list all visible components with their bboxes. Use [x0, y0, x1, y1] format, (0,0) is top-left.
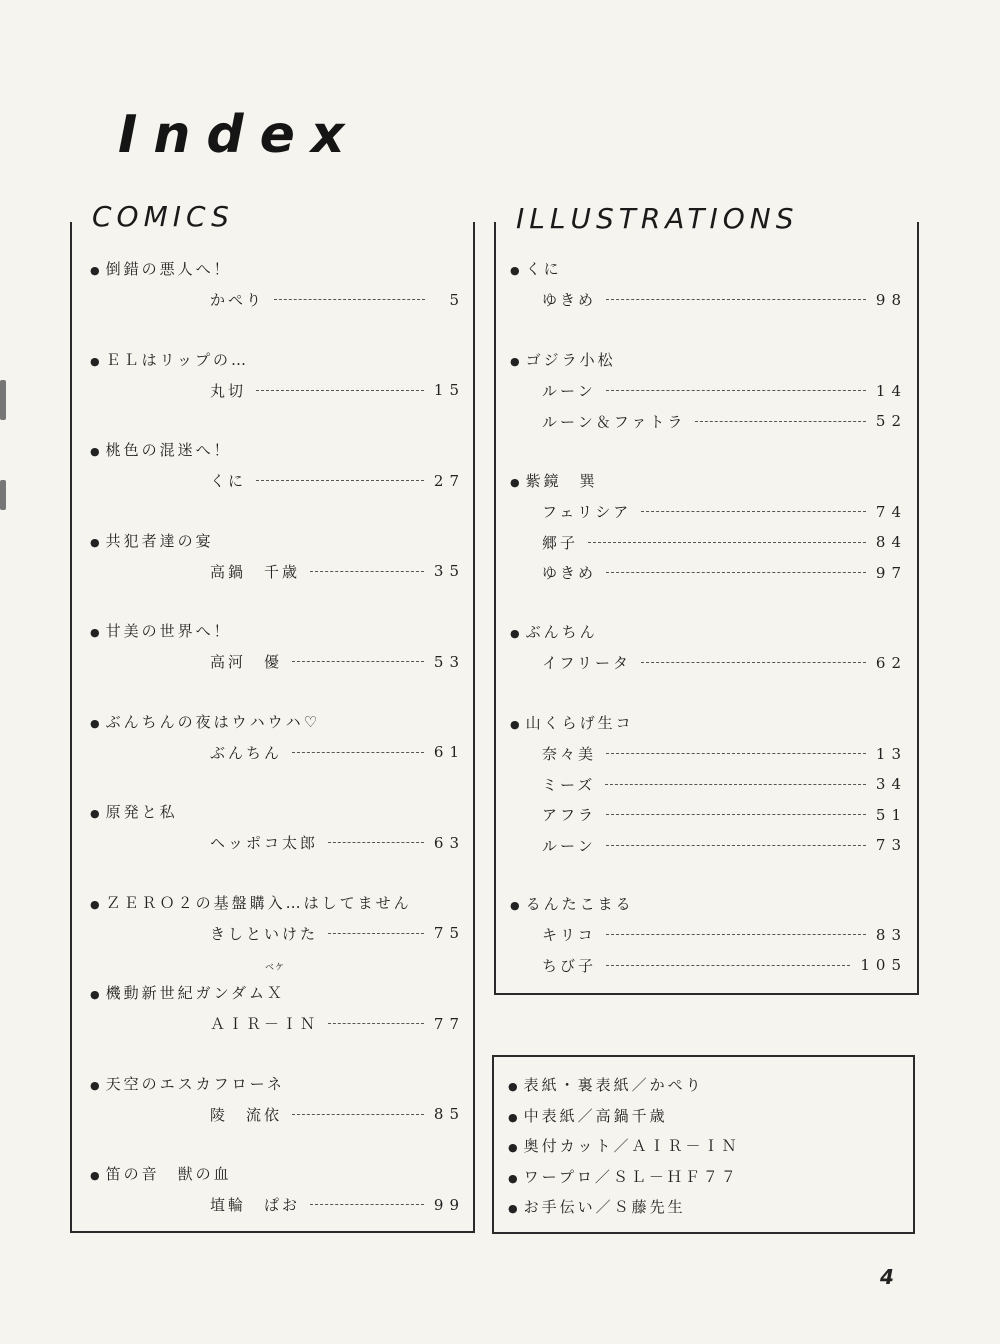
illustration-subject: キリコ — [542, 926, 596, 944]
credit-line — [508, 1166, 739, 1187]
dotted-leader — [588, 542, 866, 543]
comic-author: きしといけた — [210, 924, 319, 943]
illustrator-name-text: 山くらげ生コ — [525, 714, 634, 732]
illustration-page-number: 62 — [875, 653, 907, 672]
illustrator-name-text: ぶんちん — [525, 623, 598, 641]
comic-title — [90, 1073, 285, 1094]
illustration-line — [542, 955, 907, 976]
illustrator-name-text: ゴジラ小松 — [525, 351, 616, 369]
illustration-line — [542, 289, 907, 310]
scan-edge-mark — [0, 480, 6, 510]
illustration-page-number: 51 — [875, 805, 907, 824]
credit-line — [508, 1105, 668, 1126]
bullet-icon: ● — [90, 626, 103, 639]
dotted-leader — [606, 934, 866, 935]
comic-title — [90, 982, 285, 1003]
illustration-subject: 奈々美 — [542, 745, 597, 763]
comic-author: 高鍋 千歳 — [210, 562, 301, 581]
comic-author: ぶんちん — [210, 743, 283, 762]
comic-title — [90, 620, 232, 641]
dotted-leader — [606, 845, 866, 846]
comic-author-line — [210, 832, 465, 853]
bullet-icon: ● — [90, 716, 103, 730]
bullet-icon: ● — [90, 354, 103, 368]
bullet-icon: ● — [90, 445, 103, 458]
bullet-icon: ● — [90, 264, 103, 277]
illustrator-name-text: 紫鏡 巽 — [525, 472, 598, 490]
illustration-page-number: 52 — [875, 412, 907, 430]
bullet-icon: ● — [508, 1080, 521, 1093]
illustrator-name-text: るんたこまる — [525, 895, 634, 913]
comic-author: ＡＩＲ－ＩＮ — [210, 1015, 319, 1033]
illustration-page-number: 34 — [875, 775, 907, 793]
page-number: 4 — [880, 1265, 894, 1289]
comic-title — [90, 711, 320, 732]
illustration-page-number: 74 — [875, 502, 907, 521]
dotted-leader — [606, 390, 866, 391]
comic-title-text: 桃色の混迷へ！ — [105, 441, 232, 459]
illustration-subject: ミーズ — [542, 775, 596, 794]
comic-page-number: 63 — [433, 833, 465, 852]
illustrator-name — [510, 621, 598, 642]
illustration-page-number: 97 — [875, 563, 907, 582]
illustration-line — [542, 774, 907, 795]
comic-author-line — [210, 470, 465, 491]
comic-page-number: 77 — [433, 1014, 465, 1033]
dotted-leader — [606, 572, 866, 573]
comic-title — [90, 1163, 232, 1184]
comic-title-text: ぶんちんの夜はウハウハ♡ — [105, 712, 321, 731]
credit-line — [508, 1074, 704, 1095]
comic-title — [90, 892, 412, 913]
illustration-subject: ルーン — [542, 382, 596, 400]
comic-title-text: 原発と私 — [105, 803, 178, 821]
comic-author-line — [210, 742, 465, 763]
credit-text: 表紙・裏表紙／かぺり — [523, 1076, 704, 1094]
bullet-icon: ● — [510, 718, 523, 731]
bullet-icon: ● — [90, 535, 103, 549]
comic-author: 高河 優 — [210, 653, 283, 671]
comic-page-number: 35 — [433, 562, 465, 580]
comic-title — [90, 439, 232, 460]
illustrator-name — [510, 712, 634, 733]
illustration-line — [542, 501, 907, 522]
page-title: Index — [118, 105, 361, 165]
comic-page-number: 75 — [433, 924, 465, 942]
bullet-icon: ● — [510, 264, 523, 277]
comic-author-line — [210, 923, 465, 944]
bullet-icon: ● — [90, 807, 103, 820]
dotted-leader — [274, 299, 425, 300]
comic-title-text: 笛の音 獣の血 — [105, 1165, 232, 1183]
illustration-page-number: 98 — [875, 290, 907, 309]
illustration-page-number: 14 — [875, 381, 907, 400]
illustration-line — [542, 804, 907, 825]
bullet-icon: ● — [90, 988, 103, 1001]
comic-page-number: 27 — [433, 471, 465, 490]
dotted-leader — [292, 752, 424, 753]
illustration-page-number: 105 — [860, 956, 907, 974]
comic-author-line — [210, 561, 465, 582]
dotted-leader — [328, 842, 424, 843]
illustrations-section — [494, 222, 919, 995]
credit-line — [508, 1196, 686, 1217]
illustration-subject: イフリータ — [542, 654, 631, 672]
dotted-leader — [292, 661, 424, 662]
illustration-page-number: 13 — [875, 744, 907, 763]
credit-text: 奥付カット／ＡＩＲ－ＩＮ — [523, 1137, 740, 1155]
illustration-subject: フェリシア — [542, 503, 632, 521]
bullet-icon: ● — [90, 1078, 103, 1092]
bullet-icon: ● — [90, 897, 103, 911]
comic-author: ヘッポコ太郎 — [210, 834, 319, 852]
comic-author: 丸切 — [210, 381, 247, 400]
comic-page-number: 99 — [433, 1195, 465, 1214]
illustration-subject: ルーン — [542, 836, 596, 855]
dotted-leader — [695, 421, 866, 422]
comic-author-line — [210, 651, 465, 672]
comic-page-number: 61 — [433, 743, 465, 761]
dotted-leader — [606, 965, 850, 966]
illustration-subject: アフラ — [542, 806, 597, 824]
dotted-leader — [641, 511, 866, 512]
dotted-leader — [292, 1114, 424, 1115]
bullet-icon: ● — [510, 899, 523, 912]
comic-author: かぺり — [210, 291, 265, 309]
dotted-leader — [256, 480, 424, 481]
credit-text: お手伝い／Ｓ藤先生 — [523, 1198, 686, 1216]
dotted-leader — [606, 299, 866, 300]
comic-author: 陵 流依 — [210, 1105, 283, 1124]
bullet-icon: ● — [508, 1171, 521, 1185]
illustration-page-number: 73 — [875, 836, 907, 854]
bullet-icon: ● — [510, 355, 523, 368]
dotted-leader — [606, 814, 866, 815]
dotted-leader — [328, 1023, 424, 1024]
dotted-leader — [605, 784, 866, 785]
illustration-line — [542, 743, 907, 764]
comic-title-text: 天空のエスカフローネ — [105, 1074, 285, 1093]
illustration-subject: ゆきめ — [542, 291, 597, 309]
comic-page-number: 5 — [449, 290, 465, 309]
comic-author: くに — [210, 472, 247, 490]
comic-title — [90, 349, 249, 370]
comic-title-text: ＺＥＲＯ２の基盤購入…はしてません — [105, 893, 412, 912]
comic-author-line — [210, 1013, 465, 1034]
illustration-line — [542, 835, 907, 856]
comics-heading: COMICS — [86, 200, 240, 233]
comic-title — [90, 258, 232, 279]
illustrator-name — [510, 470, 598, 491]
illustrator-name — [510, 258, 562, 279]
illustration-line — [542, 411, 907, 432]
dotted-leader — [606, 753, 866, 754]
illustration-subject: ちび子 — [542, 956, 597, 975]
illustration-line — [542, 652, 907, 673]
bullet-icon: ● — [508, 1141, 521, 1154]
illustration-line — [542, 562, 907, 583]
illustration-page-number: 83 — [875, 925, 907, 944]
illustration-line — [542, 924, 907, 945]
dotted-leader — [310, 571, 424, 572]
bullet-icon: ● — [510, 476, 523, 489]
comic-author-line — [210, 1194, 465, 1215]
credit-line — [508, 1135, 739, 1156]
comic-page-number: 53 — [433, 652, 465, 671]
comic-title — [90, 530, 214, 551]
bullet-icon: ● — [90, 1169, 103, 1182]
illustration-subject: ゆきめ — [542, 564, 597, 582]
comic-title-text: 共犯者達の宴 — [105, 531, 214, 550]
illustrations-heading: ILLUSTRATIONS — [510, 202, 805, 235]
comic-title-text: 甘美の世界へ！ — [105, 622, 232, 640]
illustration-subject: ルーン＆ファトラ — [542, 412, 686, 431]
comic-title-text: ＥＬはリップの… — [105, 350, 250, 369]
bullet-icon: ● — [510, 627, 523, 640]
bullet-icon: ● — [508, 1110, 521, 1124]
comic-page-number: 15 — [433, 381, 465, 399]
ruby-annotation: ベケ — [265, 963, 286, 973]
illustrator-name — [510, 893, 634, 914]
illustrator-name-text: くに — [525, 260, 562, 278]
comic-author-line — [210, 289, 465, 310]
illustrator-name — [510, 349, 616, 370]
comic-title-text: 機動新世紀ガンダムＸ — [105, 984, 286, 1002]
comic-page-number: 85 — [433, 1105, 465, 1123]
illustration-line — [542, 380, 907, 401]
comic-author-line — [210, 380, 465, 401]
credit-text: 中表紙／高鍋千歳 — [523, 1106, 668, 1125]
illustration-subject: 郷子 — [542, 533, 579, 552]
illustration-line — [542, 532, 907, 553]
scan-edge-mark — [0, 380, 6, 420]
comic-author: 埴輪 ぱお — [210, 1196, 301, 1214]
credit-text: ワープロ／ＳＬ－ＨＦ７７ — [523, 1167, 739, 1186]
comic-title-text: 倒錯の悪人へ！ — [105, 260, 232, 278]
dotted-leader — [256, 390, 424, 391]
bullet-icon: ● — [508, 1202, 521, 1215]
dotted-leader — [641, 662, 866, 663]
comic-title — [90, 801, 178, 822]
comic-author-line — [210, 1104, 465, 1125]
dotted-leader — [310, 1204, 424, 1205]
dotted-leader — [328, 933, 424, 934]
illustration-page-number: 84 — [875, 533, 907, 551]
